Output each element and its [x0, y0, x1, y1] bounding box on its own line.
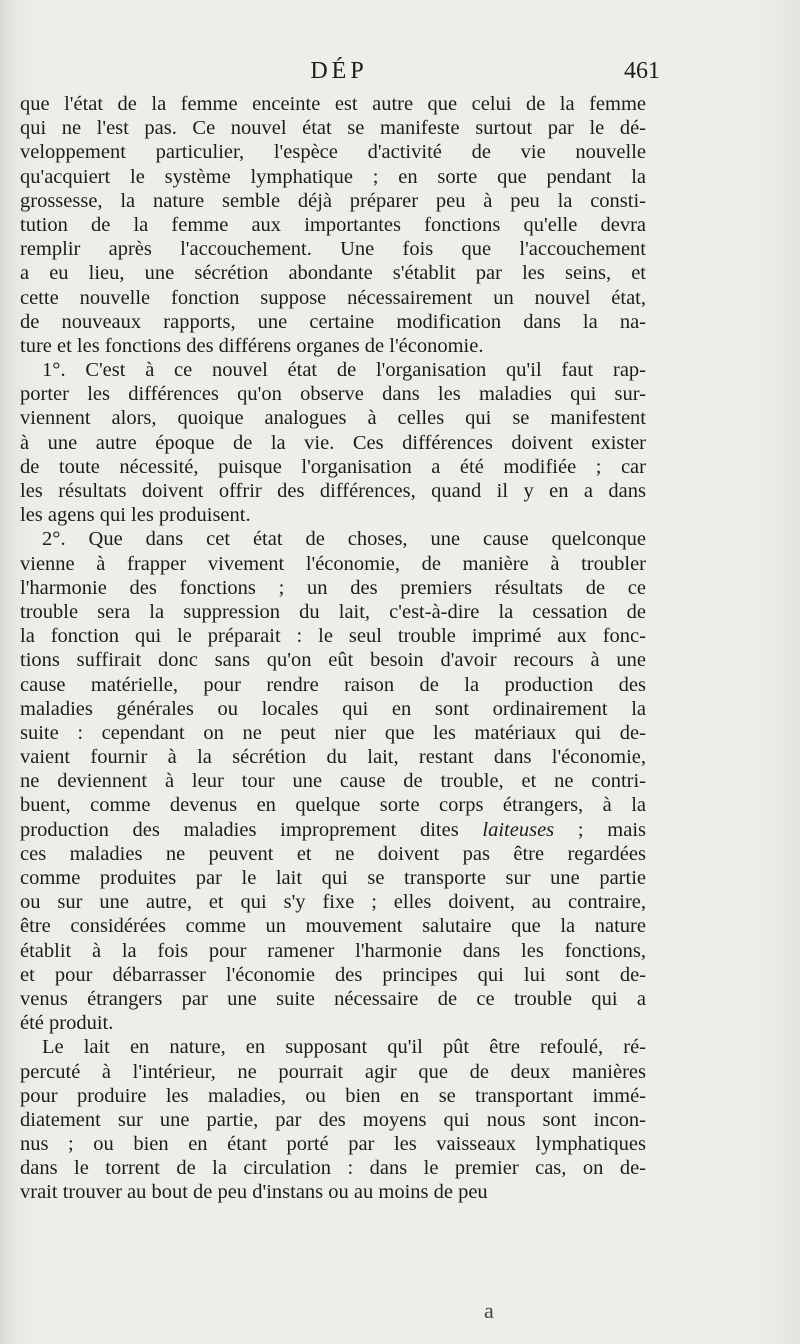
text-line: cause matérielle, pour rendre raison de la production des [20, 673, 646, 696]
text-line: Le lait en nature, en supposant qu'il pût être refoulé, ré- [42, 1036, 646, 1059]
body-text [20, 92, 646, 1205]
text-line: tution de la femme aux importantes fonctions qu'elle devra [20, 213, 646, 236]
text-line: et pour débarrasser l'économie des principes qui lui sont de- [20, 963, 646, 986]
text-line: remplir après l'accouchement. Une fois que l'accouchement [20, 238, 646, 261]
paragraph [20, 527, 646, 1035]
text-line: a eu lieu, une sécrétion abondante s'établit par les seins, et [20, 262, 646, 285]
text-line: suite : cependant on ne peut nier que les matériaux qui de- [20, 721, 646, 744]
running-head: DÉP [310, 58, 368, 84]
text-line: porter les différences qu'on observe dans les maladies qui sur- [20, 383, 646, 406]
text-line: diatement sur une partie, par des moyens qui nous sont incon- [20, 1108, 646, 1131]
text-line: qu'acquiert le système lymphatique ; en sorte que pendant la [20, 165, 646, 188]
text-line: dans le torrent de la circulation : dans le premier cas, on de- [20, 1157, 646, 1180]
text-line: établit à la fois pour ramener l'harmonie dans les fonctions, [20, 939, 646, 962]
paragraph [20, 358, 646, 527]
text-line: vaient fournir à la sécrétion du lait, restant dans l'économie, [20, 746, 646, 769]
text-line: de toute nécessité, puisque l'organisation a été modifiée ; car [20, 455, 646, 478]
text-line: comme produites par le lait qui se transporte sur une partie [20, 867, 646, 889]
page-number: 461 [624, 58, 660, 84]
text-line: veloppement particulier, l'espèce d'activité de vie nouvelle [20, 141, 646, 164]
text-line: vrait trouver au bout de peu d'instans ou au moins de peu [20, 1181, 488, 1204]
text-line: grossesse, la nature semble déjà préparer peu à peu la consti- [20, 189, 646, 212]
italic-term: laiteuses [482, 818, 555, 841]
text-line: venus étrangers par une suite nécessaire de ce trouble qui a [20, 987, 646, 1010]
text-line: de nouveaux rapports, une certaine modification dans la na- [20, 310, 646, 333]
text-line: tions suffirait donc sans qu'on eût besoin d'avoir recours à une [20, 649, 646, 672]
text-line: production des maladies improprement dites laiteuses ; mais [20, 818, 646, 841]
text-line: 2°. Que dans cet état de choses, une cause quelconque [42, 528, 646, 551]
text-line: les agens qui les produisent. [20, 504, 251, 527]
text-line: les résultats doivent offrir des différences, quand il y en a dans [20, 480, 646, 502]
text-line: été produit. [20, 1012, 114, 1035]
text-line: qui ne l'est pas. Ce nouvel état se manifeste surtout par le dé- [20, 117, 646, 140]
text-line: ne deviennent à leur tour une cause de trouble, et ne contri- [20, 770, 646, 793]
text-line: ou sur une autre, et qui s'y fixe ; elles doivent, au contraire, [20, 891, 646, 914]
paragraph [20, 1035, 646, 1204]
text-line: trouble sera la suppression du lait, c'est-à-dire la cessation de [20, 600, 646, 623]
text-line: être considérées comme un mouvement salutaire que la nature [20, 915, 646, 938]
text-line: nus ; ou bien en étant porté par les vaisseaux lymphatiques [20, 1133, 646, 1156]
stray-ink-mark: a [484, 1298, 494, 1323]
page-header [18, 58, 660, 92]
text-line: pour produire les maladies, ou bien en se transportant immé- [20, 1084, 646, 1107]
text-line: à une autre époque de la vie. Ces différences doivent exister [20, 431, 646, 454]
text-line: percuté à l'intérieur, ne pourrait agir que de deux manières [20, 1060, 646, 1083]
text-line: buent, comme devenus en quelque sorte corps étrangers, à la [20, 794, 646, 817]
text-line: ture et les fonctions des différens organes de l'économie. [20, 334, 484, 357]
text-line: viennent alors, quoique analogues à celles qui se manifestent [20, 407, 646, 430]
text-line: la fonction qui le préparait : le seul trouble imprimé aux fonc- [20, 625, 646, 648]
text-line: vienne à frapper vivement l'économie, de manière à troubler [20, 552, 646, 575]
text-line: ces maladies ne peuvent et ne doivent pas être regardées [20, 842, 646, 865]
paragraph [20, 92, 646, 358]
text-line: maladies générales ou locales qui en sont ordinairement la [20, 697, 646, 720]
text-line: cette nouvelle fonction suppose nécessairement un nouvel état, [20, 286, 646, 309]
text-line: 1°. C'est à ce nouvel état de l'organisation qu'il faut rap- [42, 359, 646, 382]
text-line: l'harmonie des fonctions ; un des premiers résultats de ce [20, 576, 646, 599]
text-line: que l'état de la femme enceinte est autre que celui de la femme [20, 93, 646, 115]
